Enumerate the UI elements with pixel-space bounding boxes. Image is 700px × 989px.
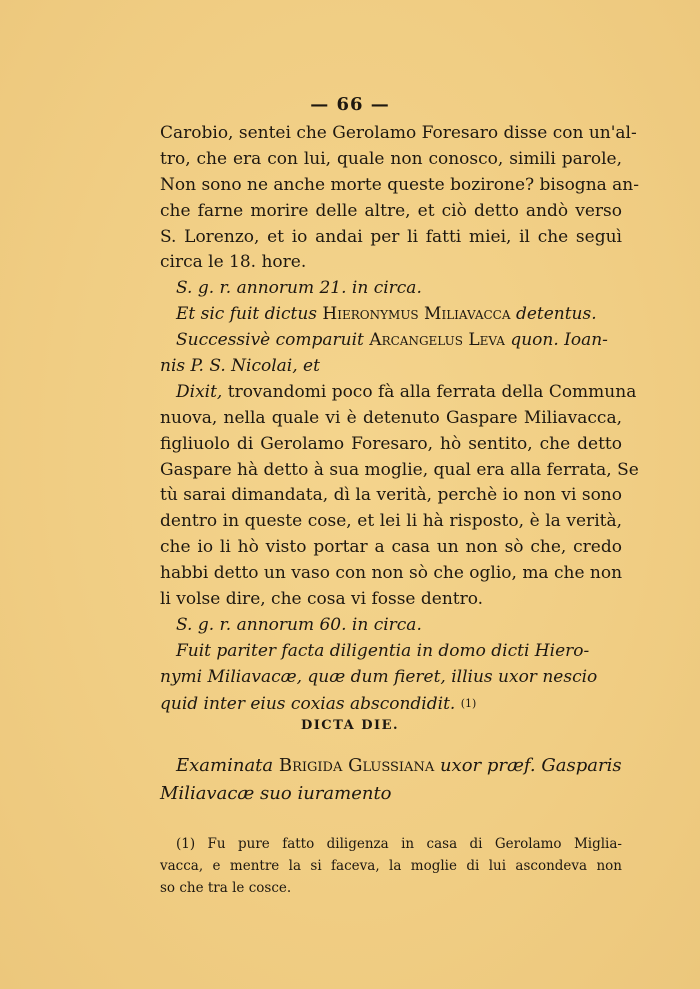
witness-father: quon. Ioan- bbox=[510, 330, 608, 351]
text-line: S. Lorenzo, et io andai per li fatti miei, il che seguì bbox=[160, 226, 622, 247]
examination-text-end: uxor præf. Gasparis bbox=[439, 755, 622, 776]
appearance-text: Successivè comparuit bbox=[176, 330, 364, 351]
text-line: che farne morire delle altre, et ciò detto andò verso bbox=[160, 200, 622, 221]
search-note-line: nymi Miliavacæ, quæ dum fieret, illius uxor nescio bbox=[160, 666, 598, 687]
text-line: li volse dire, che cosa vi fosse dentro. bbox=[160, 589, 484, 610]
text-line: dentro in queste cose, et lei li hà risposto, è la verità, bbox=[160, 511, 622, 532]
text-line: Gaspare hà detto à sua moglie, qual era alla ferrata, Se bbox=[160, 459, 639, 480]
text-line: circa le 18. hore. bbox=[160, 252, 307, 273]
examination-block bbox=[160, 752, 622, 808]
examined-person-name: Brigida Glussiana bbox=[278, 755, 435, 776]
detention-line bbox=[160, 302, 622, 328]
witness-name: Arcangelus Leva bbox=[369, 330, 505, 351]
detention-text-end: detentus. bbox=[515, 304, 597, 325]
search-note-text: quid inter eius coxias abscondidit. bbox=[160, 693, 456, 714]
text-line: che io li hò visto portar a casa un non sò che, credo bbox=[160, 537, 622, 558]
footnote-line: vacca, e mentre la si faceva, la moglie di lui ascondeva non bbox=[160, 858, 622, 874]
examination-text: Examinata bbox=[176, 755, 274, 776]
text-line: figliuolo di Gerolamo Foresaro, hò sentito, che detto bbox=[160, 433, 622, 454]
search-note-end bbox=[160, 691, 622, 717]
footnote-line: so che tra le cosce. bbox=[160, 880, 292, 896]
text-line: Non sono ne anche morte queste bozirone? bisogna an- bbox=[160, 174, 640, 195]
text-line: tù sarai dimandata, dì la verità, perchè io non vi sono bbox=[160, 485, 622, 506]
main-text bbox=[160, 121, 640, 716]
detained-person-name: Hieronymus Miliavacca bbox=[322, 304, 511, 325]
examination-line bbox=[160, 752, 622, 780]
detention-text: Et sic fuit dictus bbox=[176, 304, 317, 325]
witness-parish: nis P. S. Nicolai, et bbox=[160, 356, 320, 377]
text-line: habbi detto un vaso con non sò che oglio, ma che non bbox=[160, 563, 623, 584]
testimony-text: trovandomi poco fà alla ferrata della Communa bbox=[227, 381, 637, 402]
footnote bbox=[160, 833, 622, 899]
section-heading: DICTA DIE. bbox=[300, 718, 400, 733]
testimony-start bbox=[160, 380, 637, 406]
age-statement-2: S. g. r. annorum 60. in circa. bbox=[176, 614, 422, 635]
footnote-line: (1) Fu pure fatto diligenza in casa di Gerolamo Miglia- bbox=[176, 836, 622, 852]
text-line: Carobio, sentei che Gerolamo Foresaro disse con un'al- bbox=[160, 123, 637, 143]
examination-line-2: Miliavacæ suo iuramento bbox=[160, 783, 392, 804]
text-line: nuova, nella quale vi è detenuto Gaspare Miliavacca, bbox=[160, 407, 622, 428]
footnote-marker: (1) bbox=[460, 696, 477, 710]
search-note-line: Fuit pariter facta diligentia in domo dicti Hiero- bbox=[176, 640, 590, 661]
dixit-label: Dixit, bbox=[176, 381, 223, 402]
age-statement-1: S. g. r. annorum 21. in circa. bbox=[176, 278, 422, 299]
page-number: — 66 — bbox=[310, 94, 390, 115]
text-line: tro, che era con lui, quale non conosco, simili parole, bbox=[160, 148, 622, 169]
witness-appearance-line bbox=[160, 328, 622, 354]
